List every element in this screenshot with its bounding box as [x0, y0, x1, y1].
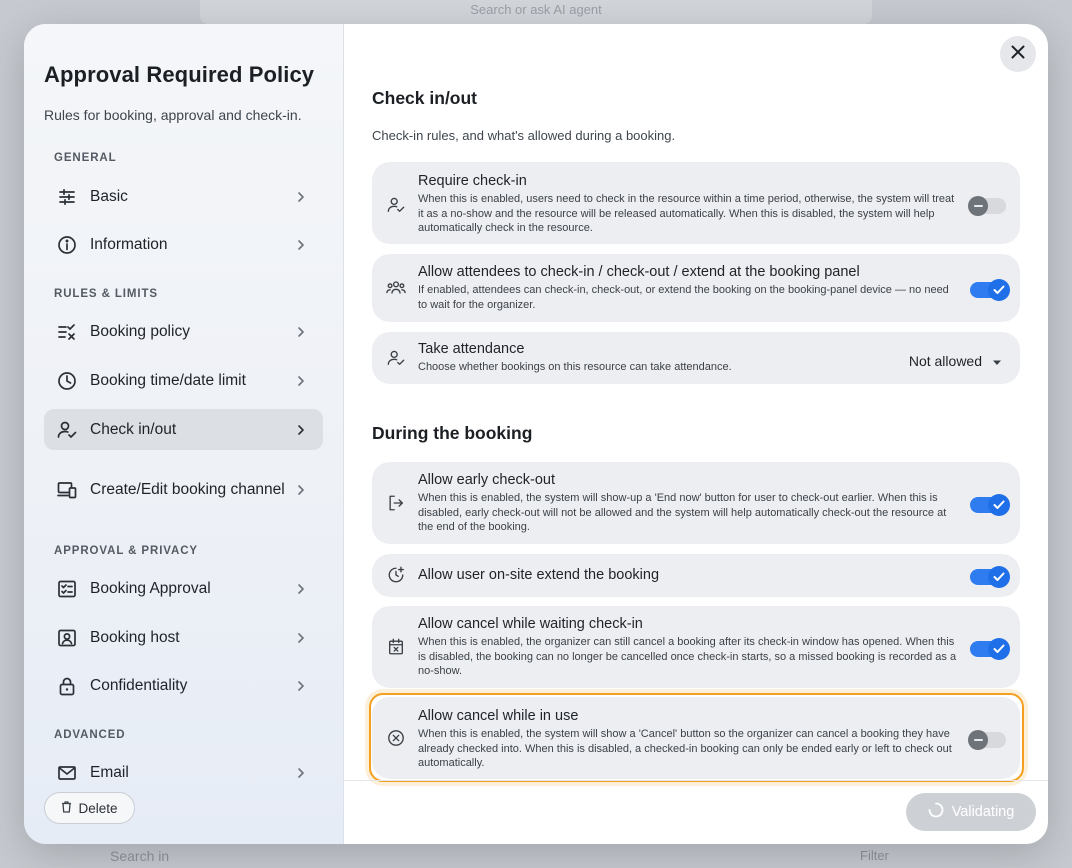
sidebar-item-label: Create/Edit booking channel — [90, 481, 285, 498]
sidebar-item-label: Email — [90, 764, 129, 781]
clock-plus-icon — [386, 565, 406, 585]
chevron-right-icon — [291, 239, 311, 251]
caret-down-icon — [992, 353, 1002, 369]
policy-modal — [24, 24, 1048, 844]
select-value: Not allowed — [908, 353, 982, 369]
validating-button[interactable] — [906, 793, 1036, 831]
setting-description: When this is enabled, the system will show-up a 'End now' button for user to check-out earlier. When this is disabled, early check-out will not be allowed and the system will help automatically check-out the resource at the end of the booking. — [418, 492, 947, 534]
sidebar-item-booking-host[interactable] — [44, 618, 323, 658]
setting-title: Allow attendees to check-in / check-out / extend at the booking panel — [418, 264, 860, 280]
footer-divider — [344, 780, 1048, 781]
spinner-icon — [928, 802, 944, 822]
setting-title: Allow cancel while in use — [418, 708, 579, 724]
sidebar-item-confidentiality[interactable] — [44, 666, 323, 706]
attendees-booking-panel-toggle[interactable] — [970, 282, 1006, 298]
chevron-right-icon — [291, 484, 311, 496]
setting-title: Take attendance — [418, 341, 525, 357]
take-attendance-select[interactable] — [909, 353, 1002, 369]
chevron-right-icon — [291, 632, 311, 644]
setting-title: Require check-in — [418, 173, 527, 189]
chevron-right-icon — [291, 191, 311, 203]
section-rules-limits: RULES & LIMITS — [54, 288, 158, 300]
lock-icon — [54, 676, 80, 696]
require-check-in-toggle[interactable] — [970, 198, 1006, 214]
sidebar-item-booking-policy[interactable] — [44, 312, 323, 352]
approval-list-icon — [54, 579, 80, 599]
sidebar-item-label: Booking Approval — [90, 580, 211, 597]
setting-title: Allow cancel while waiting check-in — [418, 616, 643, 632]
policy-sidebar — [24, 24, 344, 844]
setting-take-attendance — [372, 332, 1020, 384]
section-heading-check-in-out: Check in/out — [372, 88, 478, 108]
host-badge-icon — [54, 628, 80, 648]
background-footer-right: Filter — [860, 848, 889, 863]
sidebar-item-label: Booking host — [90, 629, 180, 646]
section-approval-privacy: APPROVAL & PRIVACY — [54, 545, 198, 557]
sidebar-item-label: Check in/out — [90, 420, 177, 438]
setting-cancel-waiting-check-in — [372, 606, 1020, 688]
cancel-waiting-check-in-toggle[interactable] — [970, 641, 1006, 657]
setting-description: When this is enabled, users need to check in the resource within a time period, otherwise, the system will treat it as a no-show and the resource will be released automatically. When this is disabled, the system will help automatically check in the resource. — [418, 193, 955, 235]
page-title: Approval Required Policy — [44, 62, 315, 87]
setting-require-check-in — [372, 162, 1020, 244]
settings-panel — [344, 24, 1048, 844]
exit-icon — [386, 493, 406, 513]
sidebar-item-label: Basic — [90, 188, 128, 205]
devices-icon — [54, 480, 80, 500]
person-check-icon — [386, 348, 406, 368]
check-icon — [988, 279, 1010, 301]
setting-onsite-extend — [372, 554, 1020, 597]
early-check-out-toggle[interactable] — [970, 497, 1006, 513]
setting-description: When this is enabled, the system will show a 'Cancel' button so the organizer can cancel a booking they have already checked into. When this is disabled, a checked-in booking can only be ended early or left to check out automatically. — [418, 728, 952, 770]
info-icon — [54, 235, 80, 255]
delete-label: Delete — [78, 800, 118, 816]
mail-icon — [54, 763, 80, 783]
background-footer-left: Search in — [110, 848, 170, 864]
setting-title: Allow user on-site extend the booking — [418, 567, 660, 583]
sidebar-item-label: Confidentiality — [90, 677, 188, 694]
close-button[interactable] — [1000, 36, 1036, 72]
setting-description: If enabled, attendees can check-in, check-out, or extend the booking on the booking-panel device — no need to wait for the organizer. — [418, 284, 949, 311]
chevron-right-icon — [291, 326, 311, 338]
toggle-knob — [968, 730, 988, 750]
close-icon — [1011, 45, 1025, 64]
circle-x-icon — [386, 728, 406, 748]
cancel-while-in-use-toggle[interactable] — [970, 732, 1006, 748]
sidebar-item-label: Booking time/date limit — [90, 372, 246, 389]
setting-title: Allow early check-out — [418, 472, 555, 488]
chevron-right-icon — [291, 767, 311, 779]
sidebar-item-label: Information — [90, 236, 168, 253]
trash-icon — [61, 801, 72, 816]
sidebar-item-basic[interactable] — [44, 177, 323, 217]
section-general: GENERAL — [54, 152, 117, 164]
setting-cancel-while-in-use — [372, 697, 1020, 779]
clock-icon — [54, 371, 80, 391]
setting-attendees-booking-panel — [372, 254, 1020, 322]
sidebar-item-time-limit[interactable] — [44, 361, 323, 401]
check-icon — [988, 566, 1010, 588]
sliders-icon — [54, 187, 80, 207]
delete-button[interactable] — [44, 792, 135, 824]
page-subtitle: Rules for booking, approval and check-in. — [44, 107, 302, 123]
sidebar-item-information[interactable] — [44, 225, 323, 265]
sidebar-item-check-in-out[interactable] — [44, 409, 323, 450]
calendar-x-icon — [386, 637, 406, 657]
section-advanced: ADVANCED — [54, 729, 126, 741]
setting-description: Choose whether bookings on this resource can take attendance. — [418, 361, 732, 373]
toggle-knob — [968, 196, 988, 216]
chevron-right-icon — [291, 424, 311, 436]
people-group-icon — [386, 278, 406, 298]
background-search-bar: Search or ask AI agent — [200, 0, 872, 24]
validating-label: Validating — [951, 804, 1015, 820]
chevron-right-icon — [291, 583, 311, 595]
person-check-icon — [54, 420, 80, 440]
setting-description: When this is enabled, the organizer can still cancel a booking after its check-in window has opened. When this is disabled, the booking can no longer be cancelled once check-in starts, so a missed booking is recorded as a no-show. — [418, 636, 957, 678]
person-check-icon — [386, 195, 406, 215]
check-icon — [988, 638, 1010, 660]
sidebar-item-create-edit-channel[interactable] — [44, 466, 323, 514]
onsite-extend-toggle[interactable] — [970, 569, 1006, 585]
list-check-icon — [54, 322, 80, 342]
chevron-right-icon — [291, 375, 311, 387]
check-icon — [988, 494, 1010, 516]
sidebar-item-email[interactable] — [44, 753, 323, 793]
setting-early-check-out — [372, 462, 1020, 544]
sidebar-item-label: Booking policy — [90, 323, 190, 340]
section-heading-during-booking: During the booking — [372, 423, 533, 443]
chevron-right-icon — [291, 680, 311, 692]
sidebar-item-booking-approval[interactable] — [44, 569, 323, 609]
section-description: Check-in rules, and what's allowed during a booking. — [372, 128, 676, 143]
